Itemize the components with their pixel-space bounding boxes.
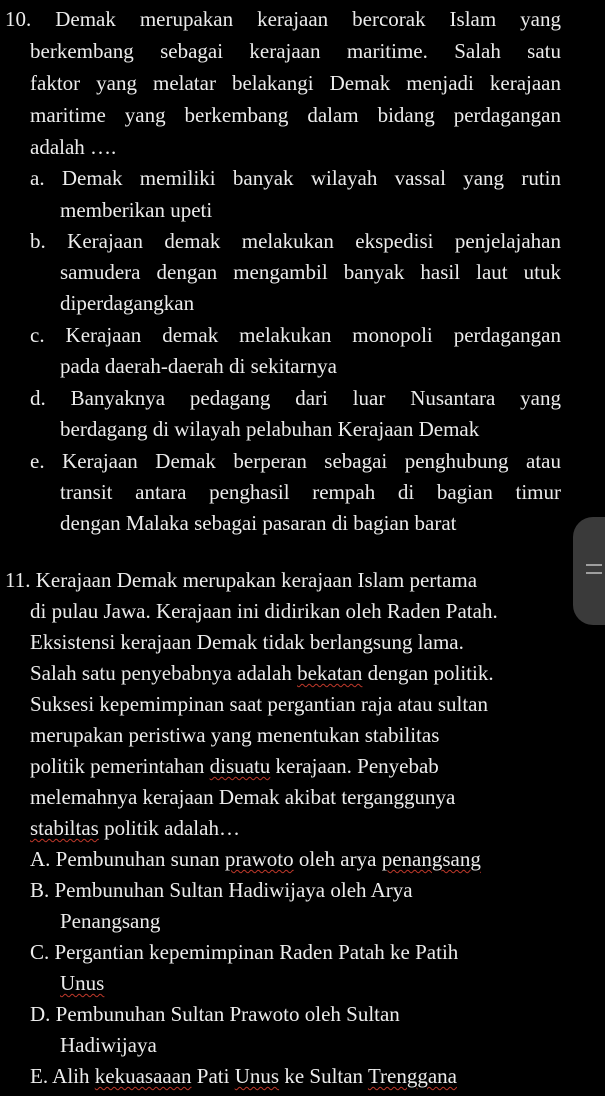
misspelled-word: stabiltas: [30, 816, 99, 840]
option-C-cont: [60, 969, 570, 997]
option-e[interactable]: e. Kerajaan Demak berperan sebagai penghubung atau: [30, 449, 561, 473]
option-B[interactable]: B. Pembunuhan Sultan Hadiwijaya oleh Arya: [30, 878, 413, 902]
option-d-cont: berdagang di wilayah pelabuhan Kerajaan Demak: [60, 417, 480, 441]
text-run: ke Sultan: [279, 1064, 368, 1088]
option-B-cont: Penangsang: [60, 909, 161, 933]
text-run: politik adalah…: [98, 816, 240, 840]
text-run: oleh arya: [293, 847, 382, 871]
option-c[interactable]: c. Kerajaan demak melakukan monopoli perdagangan: [30, 323, 561, 347]
text-run: Salah satu penyebabnya adalah: [30, 661, 298, 685]
misspelled-word: bekatan: [297, 661, 363, 685]
misspelled-word: Unus: [60, 971, 105, 995]
question-11-line: Eksistensi kerajaan Demak tidak berlangsung lama.: [30, 630, 464, 654]
option-D-cont: Hadiwijaya: [60, 1033, 157, 1057]
question-11-line: merupakan peristiwa yang menentukan stabilitas: [30, 723, 440, 747]
option-b[interactable]: b. Kerajaan demak melakukan ekspedisi penjelajahan: [30, 229, 561, 253]
misspelled-word: penangsang: [381, 847, 481, 871]
option-C[interactable]: C. Pergantian kepemimpinan Raden Patah ke Patih: [30, 940, 459, 964]
text-run: dengan politik.: [362, 661, 494, 685]
option-d[interactable]: d. Banyaknya pedagang dari luar Nusantara yang: [30, 386, 561, 410]
option-c-cont: pada daerah-daerah di sekitarnya: [60, 354, 337, 378]
option-E[interactable]: [30, 1062, 570, 1090]
text-run: E. Alih: [30, 1064, 95, 1088]
text-run: A. Pembunuhan sunan: [30, 847, 225, 871]
question-10-line: 10. Demak merupakan kerajaan bercorak Islam yang: [5, 7, 561, 31]
handle-grip-icon: [586, 572, 602, 574]
question-10-line: adalah ….: [30, 135, 117, 159]
misspelled-word: kekuasaaan: [94, 1064, 192, 1088]
question-11-line: melemahnya kerajaan Demak akibat terganggunya: [30, 785, 456, 809]
question-10-line: berkembang sebagai kerajaan maritime. Salah satu: [30, 39, 561, 63]
question-11-line: 11. Kerajaan Demak merupakan kerajaan Islam pertama: [5, 568, 478, 592]
option-D[interactable]: D. Pembunuhan Sultan Prawoto oleh Sultan: [30, 1002, 400, 1026]
question-10-line: faktor yang melatar belakangi Demak menjadi kerajaan: [30, 71, 561, 95]
misspelled-word: prawoto: [224, 847, 294, 871]
misspelled-word: disuatu: [209, 754, 271, 778]
question-11-line: [30, 814, 570, 842]
question-11-line: [30, 659, 570, 687]
option-A[interactable]: [30, 845, 570, 873]
misspelled-word: Unus: [234, 1064, 280, 1088]
side-drawer-handle[interactable]: [573, 517, 605, 625]
text-run: kerajaan. Penyebab: [270, 754, 439, 778]
question-10-line: maritime yang berkembang dalam bidang perdagangan: [30, 103, 561, 127]
option-b-cont: diperdagangkan: [60, 291, 195, 315]
question-11-line: Suksesi kepemimpinan saat pergantian raja atau sultan: [30, 692, 488, 716]
text-run: politik pemerintahan: [30, 754, 210, 778]
question-11-line: [30, 752, 570, 780]
handle-grip-icon: [586, 564, 602, 566]
question-11-line: di pulau Jawa. Kerajaan ini didirikan oleh Raden Patah.: [30, 599, 498, 623]
text-run: Pati: [191, 1064, 235, 1088]
option-a[interactable]: a. Demak memiliki banyak wilayah vassal yang rutin: [30, 166, 561, 190]
option-e-cont: dengan Malaka sebagai pasaran di bagian barat: [60, 511, 457, 535]
option-e-cont: transit antara penghasil rempah di bagian timur: [60, 480, 561, 504]
option-b-cont: samudera dengan mengambil banyak hasil laut utuk: [60, 260, 561, 284]
option-a-cont: memberikan upeti: [60, 198, 213, 222]
misspelled-word: Trenggana: [367, 1064, 457, 1088]
